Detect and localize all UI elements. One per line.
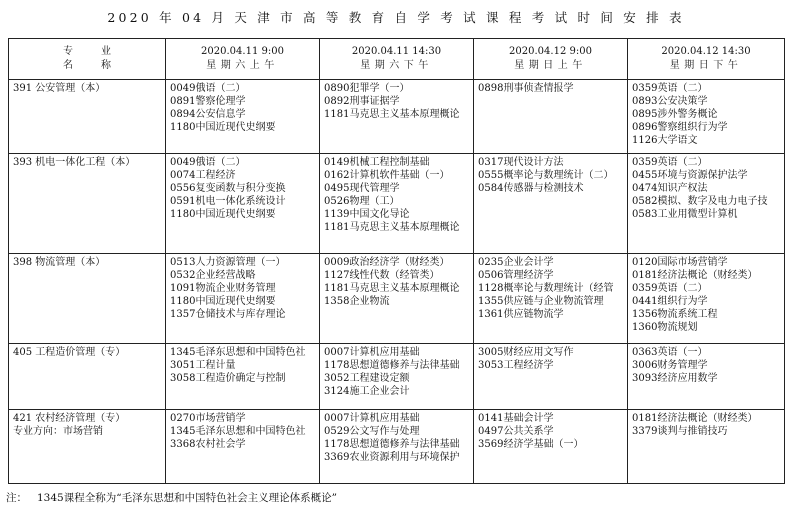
course-item: 1345毛泽东思想和中国特色社 — [170, 347, 306, 358]
course-item: 1356物流系统工程 — [632, 309, 718, 320]
header-session-3 — [474, 39, 628, 80]
session-cell — [628, 80, 785, 154]
table-row — [9, 410, 785, 484]
course-item: 3569经济学基础（一） — [478, 439, 584, 450]
course-item: 0495现代管理学 — [324, 183, 400, 194]
course-item: 3058工程造价确定与控制 — [170, 373, 286, 384]
course-item: 1180中国近现代史纲要 — [170, 122, 276, 133]
course-item: 0007计算机应用基础 — [324, 413, 420, 424]
course-item: 1178思想道德修养与法律基础 — [324, 360, 460, 371]
major-name: 专业方向：市场营销 — [13, 426, 103, 437]
course-item: 0441组织行为学 — [632, 296, 708, 307]
table-row — [9, 80, 785, 154]
header-major-line2: 名称 — [63, 60, 139, 71]
course-item: 3093经济应用数学 — [632, 373, 718, 384]
course-item: 0359英语（二） — [632, 157, 708, 168]
course-item: 0891警察伦理学 — [170, 96, 246, 107]
course-item: 1139中国文化导论 — [324, 209, 410, 220]
course-item: 1180中国近现代史纲要 — [170, 209, 276, 220]
major-cell — [9, 344, 166, 410]
course-item: 1091物流企业财务管理 — [170, 283, 276, 294]
session-cell — [628, 344, 785, 410]
course-item: 0584传感器与检测技术 — [478, 183, 584, 194]
session-cell — [474, 80, 628, 154]
session-cell — [320, 344, 474, 410]
header-session-date: 2020.04.11 9:00 — [201, 46, 284, 57]
course-item: 0555概率论与数理统计（二） — [478, 170, 614, 181]
course-item: 1345毛泽东思想和中国特色社 — [170, 426, 306, 437]
footnote — [6, 490, 347, 505]
header-session-2 — [320, 39, 474, 80]
course-item: 0895涉外警务概论 — [632, 109, 718, 120]
major-cell — [9, 254, 166, 344]
session-cell — [474, 254, 628, 344]
course-item: 1128概率论与数理统计（经管 — [478, 283, 614, 294]
page-title: 2020 年 04 月 天 津 市 高 等 教 育 自 学 考 试 课 程 考 试 时 间 安 排 表 — [107, 10, 685, 25]
course-item: 0141基础会计学 — [478, 413, 554, 424]
course-item: 0890犯罪学（一） — [324, 83, 410, 94]
course-item: 3006财务管理学 — [632, 360, 708, 371]
header-session-period: 星期六下午 — [360, 60, 433, 71]
course-item: 0363英语（一） — [632, 347, 708, 358]
course-item: 1358企业物流 — [324, 296, 390, 307]
session-cell — [166, 254, 320, 344]
course-item: 0455环境与资源保护法学 — [632, 170, 748, 181]
course-item: 0235企业会计学 — [478, 257, 554, 268]
course-item: 0583工业用微型计算机 — [632, 209, 738, 220]
course-item: 3379谈判与推销技巧 — [632, 426, 728, 437]
course-item: 0162计算机软件基础（一） — [324, 170, 450, 181]
header-session-date: 2020.04.11 14:30 — [351, 46, 442, 57]
header-session-1 — [166, 39, 320, 80]
course-item: 0007计算机应用基础 — [324, 347, 420, 358]
major-cell — [9, 80, 166, 154]
header-session-period: 星期日下午 — [669, 60, 743, 71]
major-name: 421 农村经济管理（专） — [13, 413, 126, 424]
course-item: 0497公共关系学 — [478, 426, 554, 437]
course-item: 0049俄语（二） — [170, 157, 246, 168]
header-session-date: 2020.04.12 14:30 — [661, 46, 751, 57]
course-item: 1357仓储技术与库存理论 — [170, 309, 286, 320]
course-item: 0181经济法概论（财经类） — [632, 270, 758, 281]
course-item: 3053工程经济学 — [478, 360, 554, 371]
header-major-line1: 专业 — [63, 46, 139, 57]
header-session-4 — [628, 39, 785, 80]
table-row — [9, 254, 785, 344]
major-name: 393 机电一体化工程（本） — [13, 157, 136, 168]
session-cell — [166, 344, 320, 410]
course-item: 0181经济法概论（财经类） — [632, 413, 758, 424]
course-item: 3368农村社会学 — [170, 439, 246, 450]
session-cell — [474, 344, 628, 410]
session-cell — [474, 154, 628, 254]
course-item: 0892刑事证据学 — [324, 96, 400, 107]
course-item: 0359英语（二） — [632, 83, 708, 94]
course-item: 0894公安信息学 — [170, 109, 246, 120]
session-cell — [320, 154, 474, 254]
course-item: 3124施工企业会计 — [324, 386, 410, 397]
course-item: 0149机械工程控制基础 — [324, 157, 430, 168]
course-item: 1127线性代数（经管类） — [324, 270, 440, 281]
session-cell — [166, 80, 320, 154]
session-cell — [320, 80, 474, 154]
schedule-body — [9, 80, 785, 484]
course-item: 0893公安决策学 — [632, 96, 708, 107]
course-item: 1178思想道德修养与法律基础 — [324, 439, 460, 450]
course-item: 1181马克思主义基本原理概论 — [324, 222, 460, 233]
course-item: 0009政治经济学（财经类） — [324, 257, 450, 268]
course-item: 0359英语（二） — [632, 283, 708, 294]
major-cell — [9, 410, 166, 484]
course-item: 1355供应链与企业物流管理 — [478, 296, 604, 307]
table-row — [9, 344, 785, 410]
session-cell — [320, 410, 474, 484]
header-row — [9, 39, 785, 80]
session-cell — [628, 410, 785, 484]
major-cell — [9, 154, 166, 254]
course-item: 1181马克思主义基本原理概论 — [324, 283, 460, 294]
course-item: 0506管理经济学 — [478, 270, 554, 281]
course-item: 3369农业资源利用与环境保护 — [324, 452, 460, 463]
course-item: 3051工程计量 — [170, 360, 236, 371]
course-item: 0474知识产权法 — [632, 183, 708, 194]
header-session-date: 2020.04.12 9:00 — [509, 46, 592, 57]
major-name: 405 工程造价管理（专） — [13, 347, 126, 358]
course-item: 0591机电一体化系统设计 — [170, 196, 286, 207]
course-item: 1181马克思主义基本原理概论 — [324, 109, 460, 120]
course-item: 0120国际市场营销学 — [632, 257, 728, 268]
course-item: 3052工程建设定额 — [324, 373, 410, 384]
major-name: 398 物流管理（本） — [13, 257, 106, 268]
session-cell — [320, 254, 474, 344]
course-item: 0556复变函数与积分变换 — [170, 183, 286, 194]
course-item: 3005财经应用文写作 — [478, 347, 574, 358]
course-item: 0526物理（工） — [324, 196, 400, 207]
course-item: 0074工程经济 — [170, 170, 236, 181]
header-session-period: 星期六上午 — [206, 60, 279, 71]
session-cell — [474, 410, 628, 484]
course-item: 0529公文写作与处理 — [324, 426, 420, 437]
session-cell — [166, 410, 320, 484]
session-cell — [166, 154, 320, 254]
footnote-text: 1345课程全称为“毛泽东思想和中国特色社会主义理论体系概论” — [37, 492, 337, 504]
header-major — [9, 39, 166, 80]
course-item: 0896警察组织行为学 — [632, 122, 728, 133]
course-item: 0582模拟、数字及电力电子技 — [632, 196, 768, 207]
session-cell — [628, 154, 785, 254]
course-item: 0513人力资源管理（一） — [170, 257, 286, 268]
footnote-label: 注： — [6, 492, 27, 504]
course-item: 1180中国近现代史纲要 — [170, 296, 276, 307]
course-item: 1361供应链物流学 — [478, 309, 564, 320]
course-item: 0317现代设计方法 — [478, 157, 564, 168]
exam-schedule-table — [8, 38, 785, 484]
course-item: 0532企业经营战略 — [170, 270, 256, 281]
header-session-period: 星期日上午 — [514, 60, 587, 71]
course-item: 1360物流规划 — [632, 322, 698, 333]
course-item: 0270市场营销学 — [170, 413, 246, 424]
course-item: 1126大学语文 — [632, 135, 698, 146]
course-item: 0049俄语（二） — [170, 83, 246, 94]
major-name: 391 公安管理（本） — [13, 83, 106, 94]
session-cell — [628, 254, 785, 344]
course-item: 0898刑事侦查情报学 — [478, 83, 574, 94]
table-row — [9, 154, 785, 254]
